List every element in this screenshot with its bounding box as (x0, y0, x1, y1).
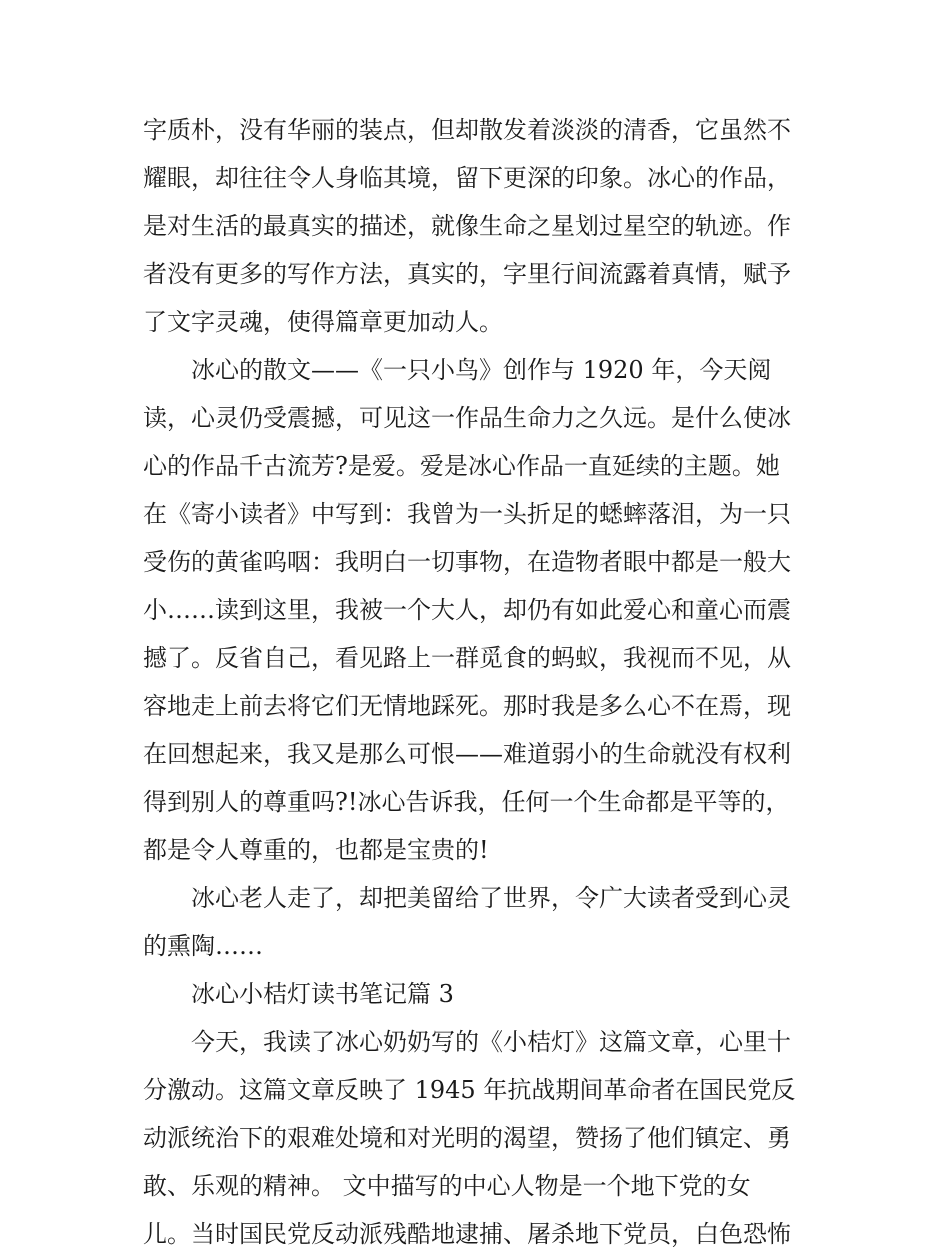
text-line: 的熏陶…… (143, 932, 263, 960)
text-line: 在回想起来，我又是那么可恨——难道弱小的生命就没有权利 (143, 740, 791, 768)
text-line: 撼了。反省自己，看见路上一群觅食的蚂蚁，我视而不见，从 (143, 644, 791, 672)
text-line: 冰心的散文——《一只小鸟》创作与 1920 年，今天阅 (191, 356, 772, 384)
text-line: 敢、乐观的精神。 文中描写的中心人物是一个地下党的女 (143, 1172, 751, 1200)
paragraph-3 (143, 874, 823, 970)
paragraph-4 (143, 1018, 823, 1258)
text-line: 者没有更多的写作方法，真实的，字里行间流露着真情，赋予 (143, 260, 791, 288)
text-line: 读，心灵仍受震撼，可见这一作品生命力之久远。是什么使冰 (143, 404, 791, 432)
text-line: 容地走上前去将它们无情地踩死。那时我是多么心不在焉，现 (143, 692, 791, 720)
text-line: 是对生活的最真实的描述，就像生命之星划过星空的轨迹。作 (143, 212, 791, 240)
text-line: 小……读到这里，我被一个大人，却仍有如此爱心和童心而震 (143, 596, 791, 624)
text-line: 了文字灵魂，使得篇章更加动人。 (143, 308, 503, 336)
text-line: 字质朴，没有华丽的装点，但却散发着淡淡的清香，它虽然不 (143, 116, 791, 144)
section-heading (143, 970, 823, 1018)
text-line: 冰心老人走了，却把美留给了世界，令广大读者受到心灵 (191, 884, 791, 912)
text-line: 今天，我读了冰心奶奶写的《小桔灯》这篇文章，心里十 (191, 1028, 791, 1056)
document-body (143, 106, 823, 1258)
text-line: 都是令人尊重的，也都是宝贵的! (143, 836, 489, 864)
text-line: 受伤的黄雀呜咽：我明白一切事物，在造物者眼中都是一般大 (143, 548, 791, 576)
text-line: 得到别人的尊重吗?!冰心告诉我，任何一个生命都是平等的， (143, 788, 790, 816)
text-line: 分激动。这篇文章反映了 1945 年抗战期间革命者在国民党反 (143, 1076, 796, 1104)
heading-text: 冰心小桔灯读书笔记篇 3 (191, 980, 454, 1008)
text-line: 儿。当时国民党反动派残酷地逮捕、屠杀地下党员，白色恐怖 (143, 1220, 791, 1248)
text-line: 心的作品千古流芳?是爱。爱是冰心作品一直延续的主题。她 (143, 452, 780, 480)
text-line: 在《寄小读者》中写到：我曾为一头折足的蟋蟀落泪，为一只 (143, 500, 791, 528)
text-line: 耀眼，却往往令人身临其境，留下更深的印象。冰心的作品， (143, 164, 791, 192)
paragraph-1 (143, 106, 823, 346)
text-line: 动派统治下的艰难处境和对光明的渴望，赞扬了他们镇定、勇 (143, 1124, 791, 1152)
paragraph-2 (143, 346, 823, 874)
